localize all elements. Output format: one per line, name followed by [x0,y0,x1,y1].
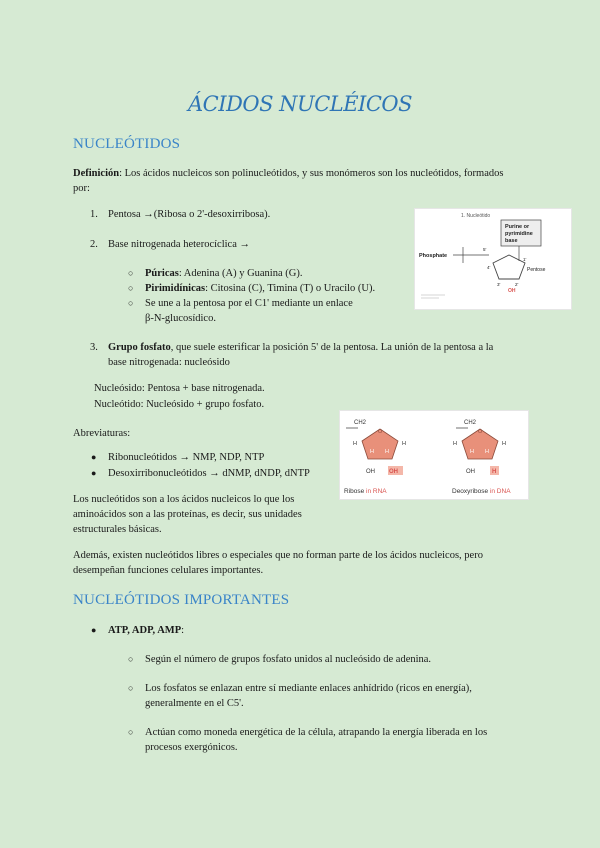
sub3-line2: β-N-glucosídico. [145,313,216,324]
atp-sub3-line1: Actúan como moneda energética de la célula, atrapando la energía liberada en los [145,727,488,738]
abbrev2-text: Desoxirribonucleótidos → dNMP, dNDP, dNTP [108,468,310,479]
fig1-oh-label: OH [508,288,516,294]
deoxy-caption-a: Deoxyribose [452,488,490,495]
free-nucleotides-paragraph [73,548,543,578]
ribose-oh1: OH [366,469,375,475]
ribose-h2: H [402,441,406,447]
atp-bullet-icon: ● [91,625,97,635]
definition-label: Definición [73,168,120,179]
atp-colon: : [181,625,185,636]
deoxy-h1: H [453,441,457,447]
definition-text: : Los ácidos nucleicos son polinucleótidos, y sus monómeros son los nucleótidos, formados [119,168,504,179]
heading-nucleotidos: NUCLEÓTIDOS [73,136,181,152]
nucleotide-structure-figure [414,208,572,310]
deoxy-ch2-label: CH2 [464,420,477,426]
deoxy-o-label: O [478,429,483,435]
deoxy-h3: H [470,449,474,455]
ribose-deoxyribose-figure [339,410,529,500]
pentose-ring [493,255,525,279]
ribose-h4: H [385,449,389,455]
abbrev1-bullet-icon: ● [91,452,97,462]
nucleosido-text: Nucleósido: Pentosa + base nitrogenada. [94,383,265,394]
base-label-1: Purine or [505,224,530,230]
deoxy-h2: H [502,441,506,447]
base-label-3: base [505,238,518,244]
deoxy-caption-b: in DNA [489,488,511,495]
pos2-label: 2' [515,282,519,287]
item3-label: Grupo fosfato [108,342,171,353]
item1-number: 1. [90,209,98,220]
analogy-paragraph [73,492,343,537]
item2-text: Base nitrogenada heterocíclica → [108,239,250,250]
item3-line2: base nitrogenada: nucleósido [108,357,230,368]
page-title: ÁCIDOS NUCLÉICOS [187,92,413,116]
heading-nucleotidos-importantes: NUCLEÓTIDOS IMPORTANTES [73,592,290,608]
deoxy-caption [452,488,511,495]
pos5-label: 5' [483,247,487,252]
abbrev2-bullet-icon: ● [91,468,97,478]
sub2-body: : Citosina (C), Timina (T) o Uracilo (U). [205,283,376,294]
sub3-text [145,296,405,326]
sub2-text [145,281,375,296]
sub1-body: : Adenina (A) y Guanina (G). [178,268,303,279]
sub3-bullet-icon: ○ [128,298,134,308]
item3-line1: , que suele esterificar la posición 5' de la pentosa. La unión de la pentosa a la [170,342,494,353]
ribose-deoxyribose-svg [340,411,528,499]
atp-label: ATP, ADP, AMP [108,625,182,636]
nucleotide-structure-svg [415,209,571,309]
fig1-caption: 1. Nucleótido [461,213,491,219]
pos4-label: 4' [487,265,491,270]
atp-bullet-text [108,623,184,638]
item3-text [108,340,538,370]
sub1-text [145,266,302,281]
para1-line3: estructurales básicas. [73,524,162,535]
phosphate-label: Phosphate [419,253,448,259]
atp-sub3-bullet-icon: ○ [128,727,134,737]
pos1-label: 1' [523,257,527,262]
ribose-h3: H [370,449,374,455]
deoxy-oh: OH [466,469,475,475]
ribose-caption-b: in RNA [366,488,387,495]
item2-number: 2. [90,239,98,250]
abbreviations-heading: Abreviaturas: [73,428,131,439]
pos3-label: 3' [497,282,501,287]
sub3-line1: Se une a la pentosa por el C1' mediante un enlace [145,298,353,309]
sub2-label: Pirimidínicas [145,283,206,294]
deoxy-h4: H [485,449,489,455]
para1-line2: aminoácidos son a las proteínas, es decir, sus unidades [73,509,302,520]
ribose-ch2-label: CH2 [354,420,367,426]
atp-sub3-text [145,725,545,755]
abbrev1-text: Ribonucleótidos → NMP, NDP, NTP [108,452,265,463]
atp-sub2-line1: Los fosfatos se enlazan entre sí mediante enlaces anhídrido (ricos en energía), [145,683,472,694]
item1-text: Pentosa →(Ribosa o 2'-desoxirribosa). [108,209,271,220]
para1-line1: Los nucleótidos son a los ácidos nucleicos lo que los [73,494,295,505]
ribose-o-label: O [378,429,383,435]
ribose-caption-a: Ribose [344,488,367,495]
ribose-oh2: OH [389,469,398,475]
definition-text-2: por: [73,183,90,194]
item3-number: 3. [90,342,98,353]
atp-sub1-bullet-icon: ○ [128,654,134,664]
nucleotido-text: Nucleótido: Nucleósido + grupo fosfato. [94,399,265,410]
atp-sub2-bullet-icon: ○ [128,683,134,693]
atp-sub2-text [145,681,545,711]
ribose-h1: H [353,441,357,447]
atp-sub2-line2: generalmente en el C5'. [145,698,244,709]
atp-sub1-text: Según el número de grupos fosfato unidos al nucleósido de adenina. [145,654,432,665]
sub1-label: Púricas [145,268,179,279]
para2-line2: desempeñan funciones celulares importantes. [73,565,264,576]
para2-line1: Además, existen nucleótidos libres o especiales que no forman parte de los ácidos nucleicos, pero [73,550,483,561]
sub2-bullet-icon: ○ [128,283,134,293]
ribose-caption [344,488,387,495]
definition-paragraph [73,166,533,196]
atp-sub3-line2: procesos exergónicos. [145,742,238,753]
sub1-bullet-icon: ○ [128,268,134,278]
base-label-2: pyrimidine [505,231,533,237]
deoxy-h5: H [492,469,497,475]
pentose-label: Pentose [527,267,546,273]
